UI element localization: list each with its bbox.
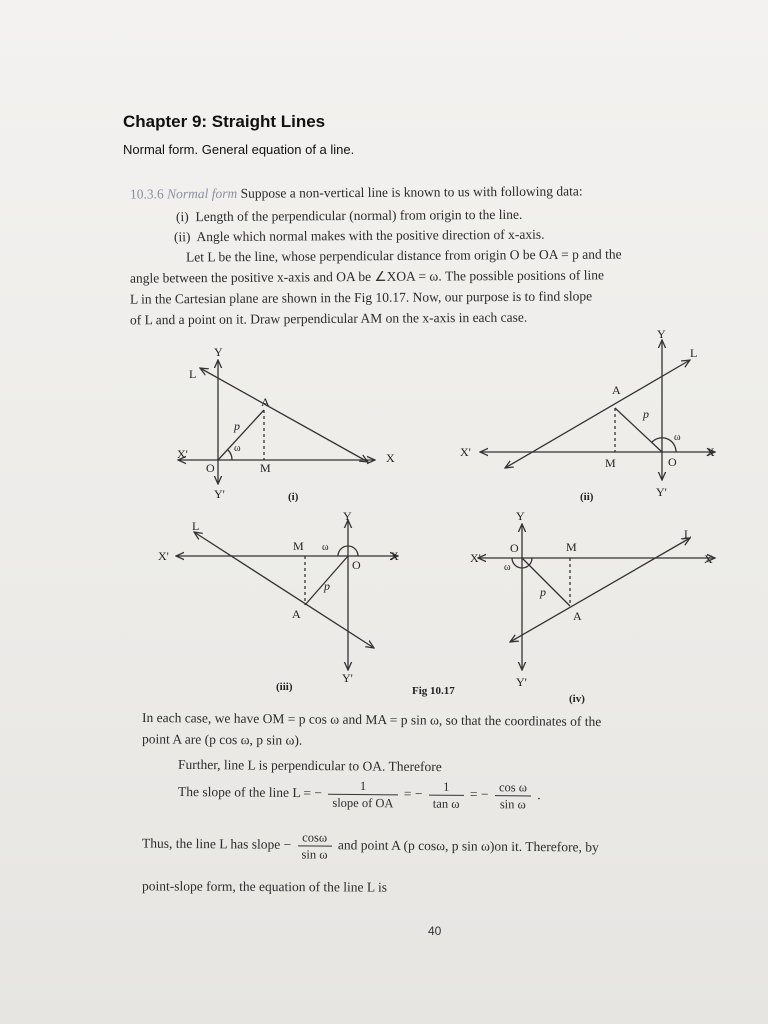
page-number: 40 xyxy=(428,924,442,938)
label-y-prime: Y' xyxy=(516,675,527,689)
section-intro: Suppose a non-vertical line is known to us with following data: xyxy=(240,183,583,201)
label-point-a: A xyxy=(612,383,621,397)
fraction xyxy=(495,779,531,812)
fraction-numerator: 1 xyxy=(429,779,464,796)
panel-label: (iii) xyxy=(276,681,293,693)
label-x: X xyxy=(386,451,395,465)
label-y: Y xyxy=(657,327,666,341)
label-x: X xyxy=(390,549,399,563)
chapter-title: Chapter 9: Straight Lines xyxy=(123,112,326,131)
panel-label: (ii) xyxy=(580,491,594,503)
paragraph-line: of L and a point on it. Draw perpendicular AM on the x-axis in each case. xyxy=(129,309,528,328)
thus-suffix: and point A (p cosω, p sin ω)on it. Therefore, by xyxy=(337,837,599,855)
label-x-prime: X' xyxy=(158,549,169,563)
panel-label: (iv) xyxy=(569,693,585,705)
label-point-m: M xyxy=(566,540,577,554)
label-point-m: M xyxy=(260,461,271,475)
list-item-text: Angle which normal makes with the positive direction of x-axis. xyxy=(196,226,545,245)
figure-caption: Fig 10.17 xyxy=(412,685,455,697)
label-origin: O xyxy=(668,455,677,469)
section-number: 10.3.6 xyxy=(129,186,164,202)
label-origin: O xyxy=(352,558,361,572)
equals-minus: = − xyxy=(469,786,489,802)
label-point-m: M xyxy=(293,539,304,553)
label-point-a: A xyxy=(292,607,301,621)
label-line-l: L xyxy=(192,519,200,533)
label-p: p xyxy=(540,585,546,599)
label-omega: ω xyxy=(674,432,681,443)
sentence-end: . xyxy=(537,787,541,803)
paragraph-line: In each case, we have OM = p cos ω and MA = p sin ω, so that the coordinates of the xyxy=(141,709,602,730)
paragraph-line: angle between the positive x-axis and OA be ∠XOA = ω. The possible positions of line xyxy=(129,267,605,286)
panel-iii-diagram xyxy=(176,520,398,670)
fraction-numerator: cos ω xyxy=(495,779,531,796)
fraction-denominator: sin ω xyxy=(499,797,526,812)
label-y: Y xyxy=(343,509,352,523)
panel-label: (i) xyxy=(288,491,299,503)
fraction-denominator: tan ω xyxy=(432,796,460,811)
label-omega: ω xyxy=(234,443,241,454)
fraction xyxy=(328,778,397,812)
paragraph-line: point A are (p cos ω, p sin ω). xyxy=(141,731,303,748)
label-y-prime: Y' xyxy=(342,671,353,685)
paragraph-line: Further, line L is perpendicular to OA. Therefore xyxy=(177,756,442,775)
label-x-prime: X' xyxy=(177,447,188,461)
label-origin: O xyxy=(206,461,215,475)
slope-equation xyxy=(178,776,541,812)
fraction xyxy=(429,779,464,812)
label-omega: ω xyxy=(504,562,511,573)
label-line-l: L xyxy=(189,367,197,381)
label-line-l: L xyxy=(684,527,692,541)
label-x-prime: X' xyxy=(460,445,471,459)
label-omega: ω xyxy=(322,542,329,553)
label-x-prime: X' xyxy=(470,551,481,565)
fraction-denominator: sin ω xyxy=(301,847,328,862)
fraction-numerator: cosω xyxy=(298,829,332,846)
section-name: Normal form xyxy=(167,185,238,202)
label-point-a: A xyxy=(261,395,270,409)
label-p: p xyxy=(643,407,649,421)
slope-lhs: The slope of the line L = − xyxy=(177,784,323,801)
chapter-subtitle: Normal form. General equation of a line. xyxy=(123,142,355,157)
label-p: p xyxy=(324,579,330,593)
thus-line xyxy=(142,828,599,865)
paragraph-line: L in the Cartesian plane are shown in the Fig 10.17. Now, our purpose is to find slope xyxy=(129,288,593,307)
paragraph-line: point-slope form, the equation of the line L is xyxy=(141,878,388,895)
fraction-denominator: slope of OA xyxy=(332,795,394,811)
label-y: Y xyxy=(214,345,223,359)
thus-prefix: Thus, the line L has slope − xyxy=(141,835,292,852)
label-point-m: M xyxy=(605,456,616,470)
label-origin: O xyxy=(510,541,519,555)
label-x: X xyxy=(706,445,715,459)
fraction-numerator: 1 xyxy=(328,778,397,796)
label-y-prime: Y' xyxy=(214,487,225,501)
label-point-a: A xyxy=(573,609,582,623)
label-y-prime: Y' xyxy=(656,485,667,499)
label-y: Y xyxy=(516,509,525,523)
label-x: X xyxy=(704,552,713,566)
label-line-l: L xyxy=(690,346,698,360)
panel-ii-diagram xyxy=(480,340,715,480)
paragraph-line: Let L be the line, whose perpendicular distance from origin O be OA = p and the xyxy=(185,246,622,265)
list-item-marker: (i) xyxy=(175,209,189,225)
label-p: p xyxy=(234,419,240,433)
fraction xyxy=(297,829,331,862)
list-item-marker: (ii) xyxy=(173,229,191,245)
list-item-text: Length of the perpendicular (normal) from origin to the line. xyxy=(195,206,523,225)
equals-minus: = − xyxy=(403,785,423,802)
